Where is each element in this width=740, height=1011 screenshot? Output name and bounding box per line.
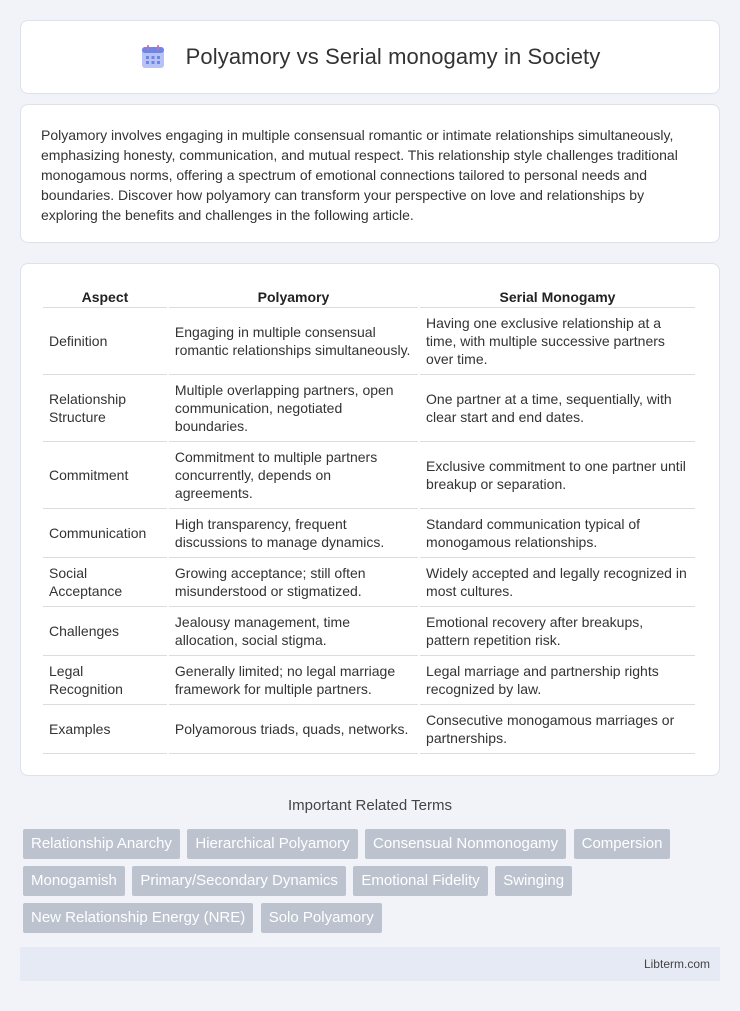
related-term-tag[interactable]: Relationship Anarchy [23,829,180,859]
header-serial-monogamy: Serial Monogamy [420,286,695,308]
related-term-tag[interactable]: Compersion [574,829,671,859]
table-row [43,558,695,607]
calendar-grid-icon [140,44,166,70]
related-term-tag[interactable]: Monogamish [23,866,125,896]
aspect-cell: Definition [43,308,167,375]
table-row [43,607,695,656]
aspect-cell: Relationship Structure [43,375,167,442]
header-aspect: Aspect [43,286,167,308]
footer [20,947,720,981]
polyamory-cell: Multiple overlapping partners, open communication, negotiated boundaries. [169,375,418,442]
serial-monogamy-cell: Consecutive monogamous marriages or partnerships. [420,705,695,754]
polyamory-cell: Polyamorous triads, quads, networks. [169,705,418,754]
related-term-tag[interactable]: Consensual Nonmonogamy [365,829,566,859]
serial-monogamy-cell: Emotional recovery after breakups, pattern repetition risk. [420,607,695,656]
table-row [43,509,695,558]
serial-monogamy-cell: Legal marriage and partnership rights recognized by law. [420,656,695,705]
table-row [43,442,695,509]
intro-text: Polyamory involves engaging in multiple consensual romantic or intimate relationships simultaneously, emphasizing honesty, communication, and mutual respect. This relationship style challenges traditional monogamous norms, offering a spectrum of emotional connections tailored to personal needs and boundaries. Discover how polyamory can transform your perspective on love and relationships by exploring the benefits and challenges in the following article. [41,127,678,223]
serial-monogamy-cell: One partner at a time, sequentially, with clear start and end dates. [420,375,695,442]
related-terms-list [23,829,723,940]
comparison-table [41,286,697,754]
polyamory-cell: High transparency, frequent discussions to manage dynamics. [169,509,418,558]
aspect-cell: Commitment [43,442,167,509]
polyamory-cell: Engaging in multiple consensual romantic relationships simultaneously. [169,308,418,375]
related-term-tag[interactable]: Hierarchical Polyamory [187,829,357,859]
table-row [43,656,695,705]
polyamory-cell: Commitment to multiple partners concurrently, depends on agreements. [169,442,418,509]
related-term-tag[interactable]: Emotional Fidelity [353,866,487,896]
related-term-tag[interactable]: Primary/Secondary Dynamics [132,866,346,896]
comparison-table-card [20,263,720,776]
serial-monogamy-cell: Having one exclusive relationship at a time, with multiple successive partners over time. [420,308,695,375]
related-term-tag[interactable]: Solo Polyamory [261,903,382,933]
table-row [43,375,695,442]
title-card [20,20,720,94]
aspect-cell: Communication [43,509,167,558]
polyamory-cell: Jealousy management, time allocation, social stigma. [169,607,418,656]
related-term-tag[interactable]: Swinging [495,866,572,896]
serial-monogamy-cell: Standard communication typical of monogamous relationships. [420,509,695,558]
table-row [43,705,695,754]
serial-monogamy-cell: Widely accepted and legally recognized in most cultures. [420,558,695,607]
related-terms-title: Important Related Terms [288,797,452,814]
table-row [43,308,695,375]
table-header-row [43,286,695,308]
serial-monogamy-cell: Exclusive commitment to one partner until breakup or separation. [420,442,695,509]
related-term-tag[interactable]: New Relationship Energy (NRE) [23,903,253,933]
aspect-cell: Challenges [43,607,167,656]
footer-site-link[interactable]: Libterm.com [643,957,710,971]
header-polyamory: Polyamory [169,286,418,308]
aspect-cell: Legal Recognition [43,656,167,705]
polyamory-cell: Generally limited; no legal marriage framework for multiple partners. [169,656,418,705]
page-title: Polyamory vs Serial monogamy in Society [185,44,601,69]
intro-card [20,104,720,243]
aspect-cell: Examples [43,705,167,754]
polyamory-cell: Growing acceptance; still often misunderstood or stigmatized. [169,558,418,607]
aspect-cell: Social Acceptance [43,558,167,607]
